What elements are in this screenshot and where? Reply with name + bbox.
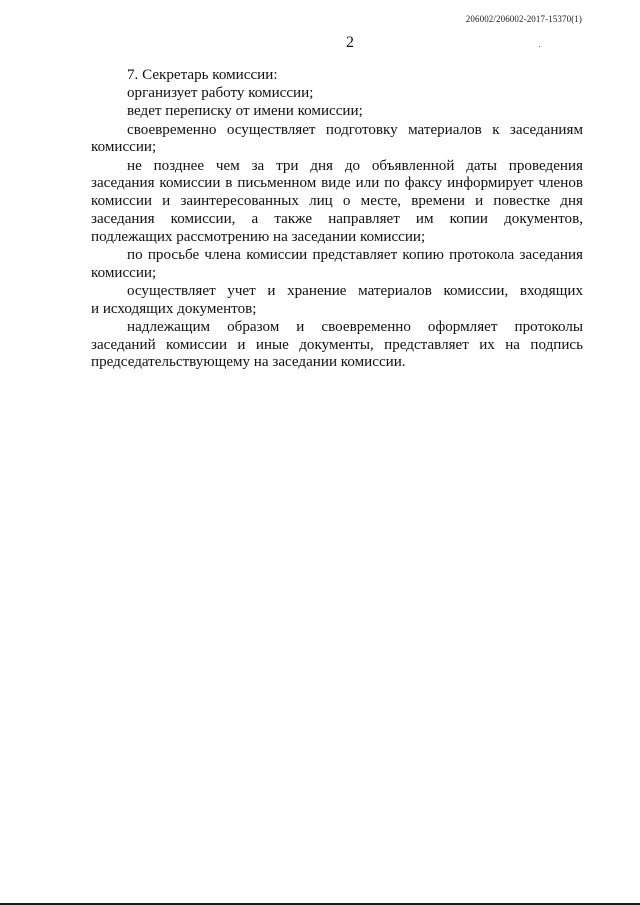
paragraph xyxy=(91,103,583,121)
paragraph-line: заседания комиссии в письменном виде или по факсу информирует членов xyxy=(91,175,583,192)
paragraph xyxy=(91,158,583,247)
document-body xyxy=(91,67,583,373)
paragraph-line: и исходящих документов; xyxy=(91,300,257,317)
paragraph xyxy=(91,122,583,158)
paragraph-line: не позднее чем за три дня до объявленной даты проведения xyxy=(127,157,583,174)
paragraph-line: комиссии и заинтересованных лиц о месте, времени и повестке дня xyxy=(91,193,583,210)
paragraph-line: подлежащих рассмотрению на заседании комиссии; xyxy=(91,228,426,245)
paragraph-line: осуществляет учет и хранение материалов комиссии, входящих xyxy=(127,282,583,299)
page-number: 2 xyxy=(346,34,354,51)
paragraph-line: своевременно осуществляет подготовку материалов к заседаниям xyxy=(127,121,583,138)
paragraph-line: комиссии; xyxy=(91,139,157,156)
paragraph xyxy=(91,85,583,103)
paragraph-line: председательствующему на заседании комиссии. xyxy=(91,354,406,371)
paragraph-line: комиссии; xyxy=(91,264,157,281)
paragraph-line: по просьбе члена комиссии представляет копию протокола заседания xyxy=(127,246,583,263)
paragraph xyxy=(91,283,583,319)
paragraph-line: заседания комиссии, а также направляет им копии документов, xyxy=(91,210,583,227)
paragraph xyxy=(91,247,583,283)
paragraph xyxy=(91,319,583,372)
document-registration-code: 206002/206002-2017-15370(1) xyxy=(465,14,582,24)
paragraph-line: ведет переписку от имени комиссии; xyxy=(127,103,363,120)
paragraph xyxy=(91,67,583,85)
paragraph-line: организует работу комиссии; xyxy=(127,85,314,102)
paragraph-line: 7. Секретарь комиссии: xyxy=(127,67,278,83)
paragraph-line: надлежащим образом и своевременно оформляет протоколы xyxy=(127,318,583,335)
scan-speck xyxy=(539,46,540,47)
paragraph-line: заседаний комиссии и иные документы, представляет их на подпись xyxy=(91,336,583,353)
